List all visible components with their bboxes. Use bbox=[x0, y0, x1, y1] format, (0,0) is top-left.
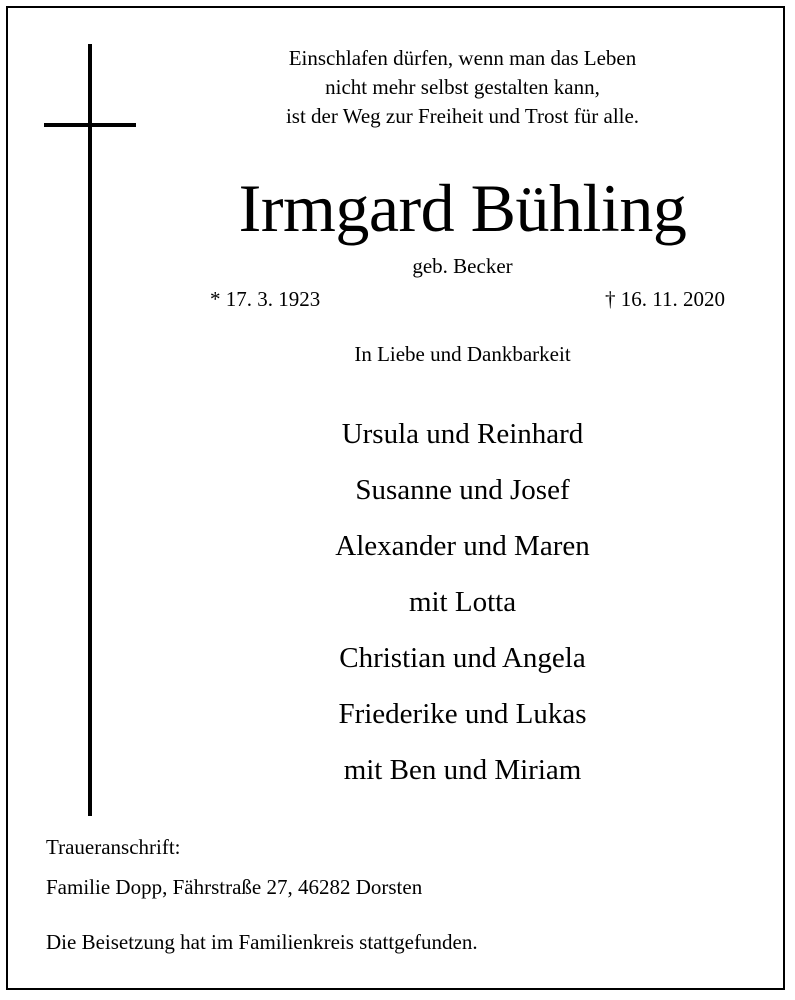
address-label: Traueranschrift: bbox=[46, 835, 181, 859]
birth-date: * 17. 3. 1923 bbox=[210, 287, 321, 311]
quote-line: nicht mehr selbst gestalten kann, bbox=[325, 75, 600, 99]
mourner-name: mit Lotta bbox=[408, 586, 517, 618]
mourner-name: Alexander und Maren bbox=[335, 530, 590, 562]
mourning-address: Familie Dopp, Fährstraße 27, 46282 Dorsten bbox=[46, 875, 423, 899]
cross-icon-horizontal-bar bbox=[44, 123, 136, 127]
quote-line: Einschlafen dürfen, wenn man das Leben bbox=[288, 46, 637, 70]
maiden-name: geb. Becker bbox=[412, 254, 513, 278]
burial-note: Die Beisetzung hat im Familienkreis stattgefunden. bbox=[46, 930, 478, 954]
mourner-name: mit Ben und Miriam bbox=[343, 754, 582, 786]
memorial-quote bbox=[200, 44, 725, 131]
mourner-name: Ursula und Reinhard bbox=[341, 418, 584, 450]
mourner-name: Friederike und Lukas bbox=[338, 698, 587, 730]
mourner-name: Christian und Angela bbox=[339, 642, 586, 674]
cross-icon-vertical-bar bbox=[88, 44, 92, 816]
quote-line: ist der Weg zur Freiheit und Trost für alle. bbox=[285, 104, 640, 128]
deceased-name: Irmgard Bühling bbox=[238, 170, 687, 246]
death-date: † 16. 11. 2020 bbox=[605, 287, 725, 311]
mourner-name: Susanne und Josef bbox=[355, 474, 570, 506]
mourners-list bbox=[200, 406, 725, 798]
gratitude-line: In Liebe und Dankbarkeit bbox=[354, 342, 571, 366]
